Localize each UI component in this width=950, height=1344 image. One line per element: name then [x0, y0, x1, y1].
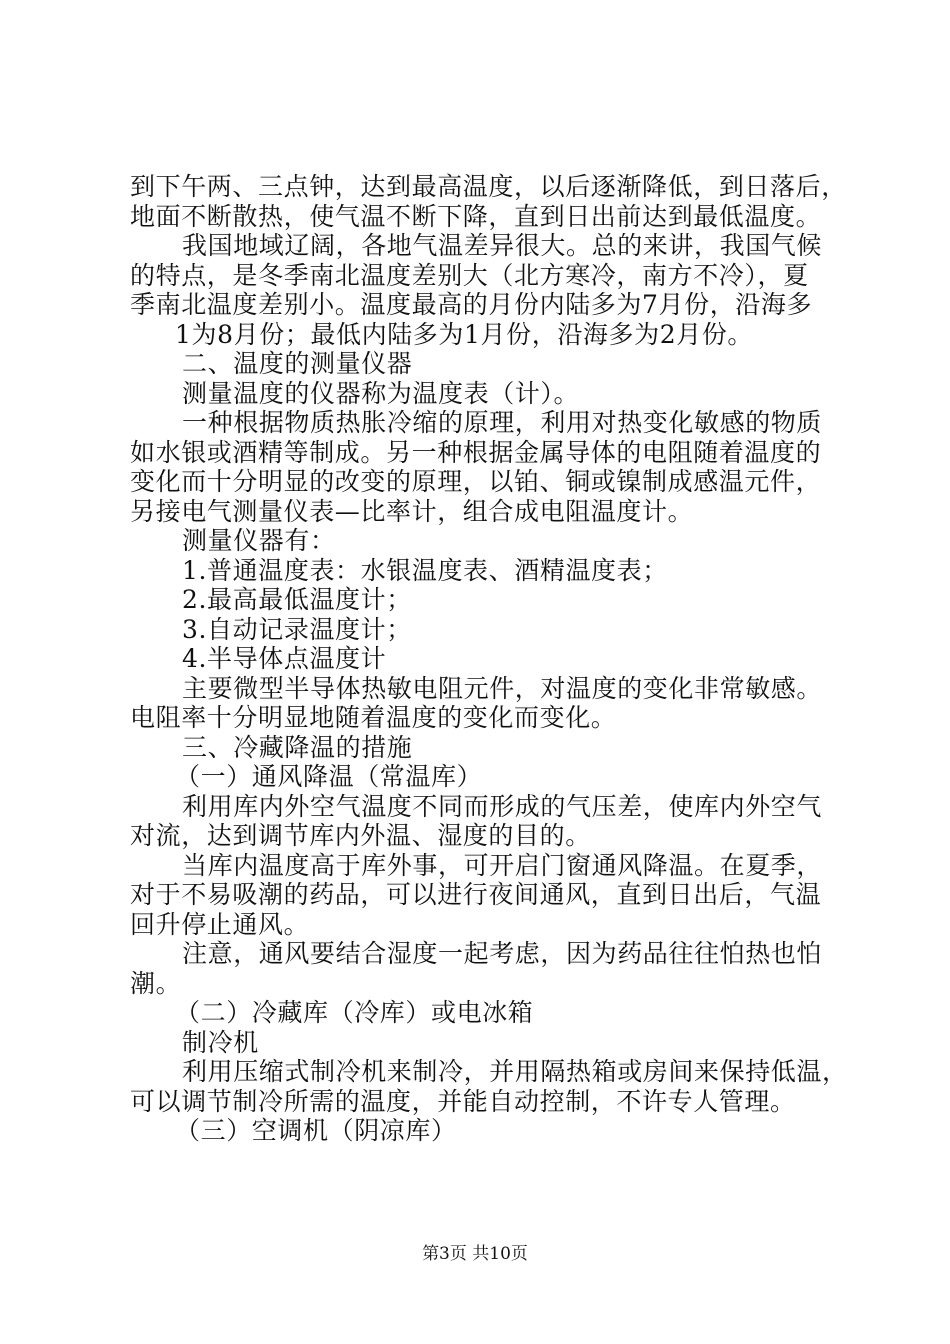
paragraph-line: 季南北温度差别小。温度最高的月份内陆多为7月份，沿海多 [130, 290, 813, 319]
subsection-heading: （二）冷藏库（冷库）或电冰箱 [175, 998, 534, 1027]
paragraph-line: 另接电气测量仪表—比率计，组合成电阻温度计。 [130, 496, 694, 526]
paragraph-line: 主要微型半导体热敏电阻元件，对温度的变化非常敏感。 [182, 673, 823, 703]
paragraph-line: 对于不易吸潮的药品，可以进行夜间通风，直到日出后，气温 [130, 880, 822, 909]
subsection-heading: （一）通风降温（常温库） [175, 762, 483, 791]
list-item: 3.自动记录温度计； [182, 614, 412, 644]
paragraph-line: 回升停止通风。 [130, 909, 310, 939]
list-item: 2.最高最低温度计； [182, 585, 412, 614]
section-heading: 二、温度的测量仪器 [182, 349, 413, 378]
page-number-footer: 第3页 共10页 [422, 1244, 528, 1264]
paragraph-line: 变化而十分明显的改变的原理，以铂、铜或镍制成感温元件， [130, 467, 822, 496]
section-heading: 三、冷藏降温的措施 [182, 732, 413, 762]
document-body [130, 172, 848, 1146]
list-item: 4.半导体点温度计 [182, 644, 387, 673]
paragraph-line: 注意，通风要结合湿度一起考虑，因为药品往往怕热也怕 [182, 939, 823, 968]
paragraph-line: 可以调节制冷所需的温度，并能自动控制，不许专人管理。 [130, 1086, 796, 1116]
paragraph-line: 利用压缩式制冷机来制冷，并用隔热箱或房间来保持低温， [182, 1057, 848, 1086]
paragraph-line: 到下午两、三点钟，达到最高温度，以后逐渐降低，到日落后， [130, 172, 847, 201]
subsection-heading: （三）空调机（阴凉库） [175, 1116, 457, 1145]
paragraph-line: 的特点，是冬季南北温度差别大（北方寒冷，南方不冷），夏 [130, 260, 809, 290]
paragraph-line: 如水银或酒精等制成。另一种根据金属导体的电阻随着温度的 [130, 437, 822, 467]
paragraph-line: 我国地域辽阔，各地气温差异很大。总的来讲，我国气候 [182, 231, 823, 260]
paragraph-line: 测量仪器有： [182, 526, 336, 555]
paragraph-line: 潮。 [130, 968, 182, 998]
paragraph-line: 1为8月份；最低内陆多为1月份，沿海多为2月份。 [175, 319, 754, 349]
list-item: 1.普通温度表：水银温度表、酒精温度表； [182, 555, 668, 585]
paragraph-line: 利用库内外空气温度不同而形成的气压差，使库内外空气 [182, 791, 823, 821]
paragraph-line: 当库内温度高于库外事，可开启门窗通风降温。在夏季， [182, 850, 823, 880]
paragraph-line: 电阻率十分明显地随着温度的变化而变化。 [130, 703, 617, 732]
paragraph-line: 对流，达到调节库内外温、湿度的目的。 [130, 821, 591, 850]
paragraph-line: 制冷机 [182, 1027, 259, 1057]
paragraph-line: 地面不断散热，使气温不断下降，直到日出前达到最低温度。 [130, 201, 822, 231]
paragraph-line: 一种根据物质热胀冷缩的原理，利用对热变化敏感的物质 [182, 408, 823, 437]
paragraph-line: 测量温度的仪器称为温度表（计）。 [182, 378, 580, 408]
